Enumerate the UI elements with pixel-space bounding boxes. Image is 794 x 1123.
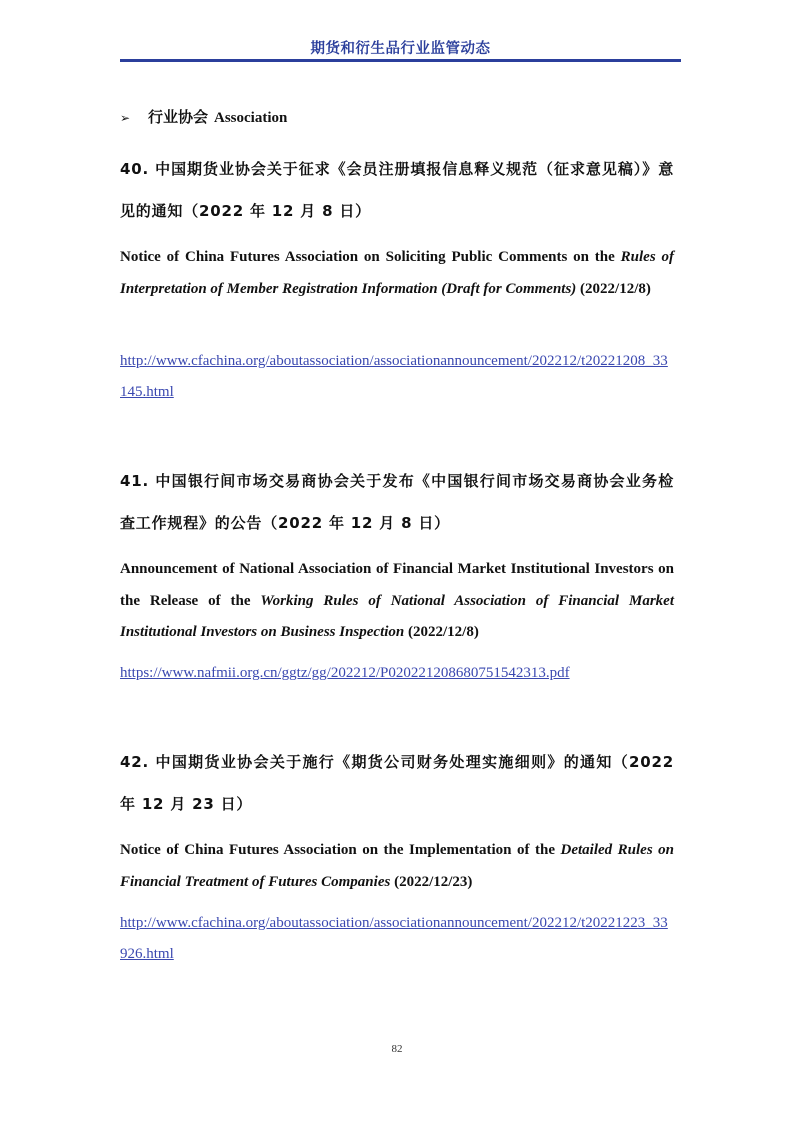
item-40-en-pre: Notice of China Futures Association on Soliciting Public Comments on the [120, 249, 621, 265]
item-41-zh-title: 41. 中国银行间市场交易商协会关于发布《中国银行间市场交易商协会业务检查工作规程》的公告（2022 年 12 月 8 日） [120, 472, 674, 532]
item-40-link[interactable]: http://www.cfachina.org/aboutassociation/associationannouncement/202212/t20221208_33145.html [120, 353, 668, 400]
page-number: 82 [391, 1043, 403, 1055]
section-heading [120, 106, 674, 130]
item-40-en-title [120, 242, 674, 305]
item-42-link[interactable]: http://www.cfachina.org/aboutassociation/associationannouncement/202212/t20221223_33926.html [120, 915, 668, 962]
arrow-bullet-icon: ➢ [120, 111, 131, 125]
item-40-zh-title: 40. 中国期货业协会关于征求《会员注册填报信息释义规范（征求意见稿）》意见的通知（2022 年 12 月 8 日） [120, 160, 674, 220]
item-42-en-pre: Notice of China Futures Association on the Implementation of the [120, 842, 561, 858]
item-41-en-date: (2022/12/8) [404, 624, 479, 640]
header-rule [120, 59, 681, 62]
section-title-en: Association [214, 110, 288, 126]
item-41-en-title [120, 554, 674, 649]
item-40-en-date: (2022/12/8) [576, 280, 651, 297]
item-42-en-date: (2022/12/23) [390, 873, 473, 890]
section-title-zh: 行业协会 [148, 110, 209, 126]
item-42-zh-title: 42. 中国期货业协会关于施行《期货公司财务处理实施细则》的通知（2022 年 12 月 23 日） [120, 753, 674, 813]
item-41-link[interactable]: https://www.nafmii.org.cn/ggtz/gg/202212/P020221208680751542313.pdf [120, 665, 570, 681]
item-41-en-italic: Working Rules of National Association of Financial Market Institutional Investors on Business Inspection [120, 592, 674, 640]
item-42-en-italic: Detailed Rules on Financial Treatment of Futures Companies [120, 842, 674, 890]
running-header-title: 期货和衍生品行业监管动态 [310, 41, 491, 57]
item-40-en-italic: Rules of Interpretation of Member Registration Information (Draft for Comments) [120, 249, 675, 297]
item-41-en-pre: Announcement of National Association of Financial Market Institutional Investors on the Release of the [120, 561, 674, 609]
item-42-en-title [120, 835, 674, 898]
